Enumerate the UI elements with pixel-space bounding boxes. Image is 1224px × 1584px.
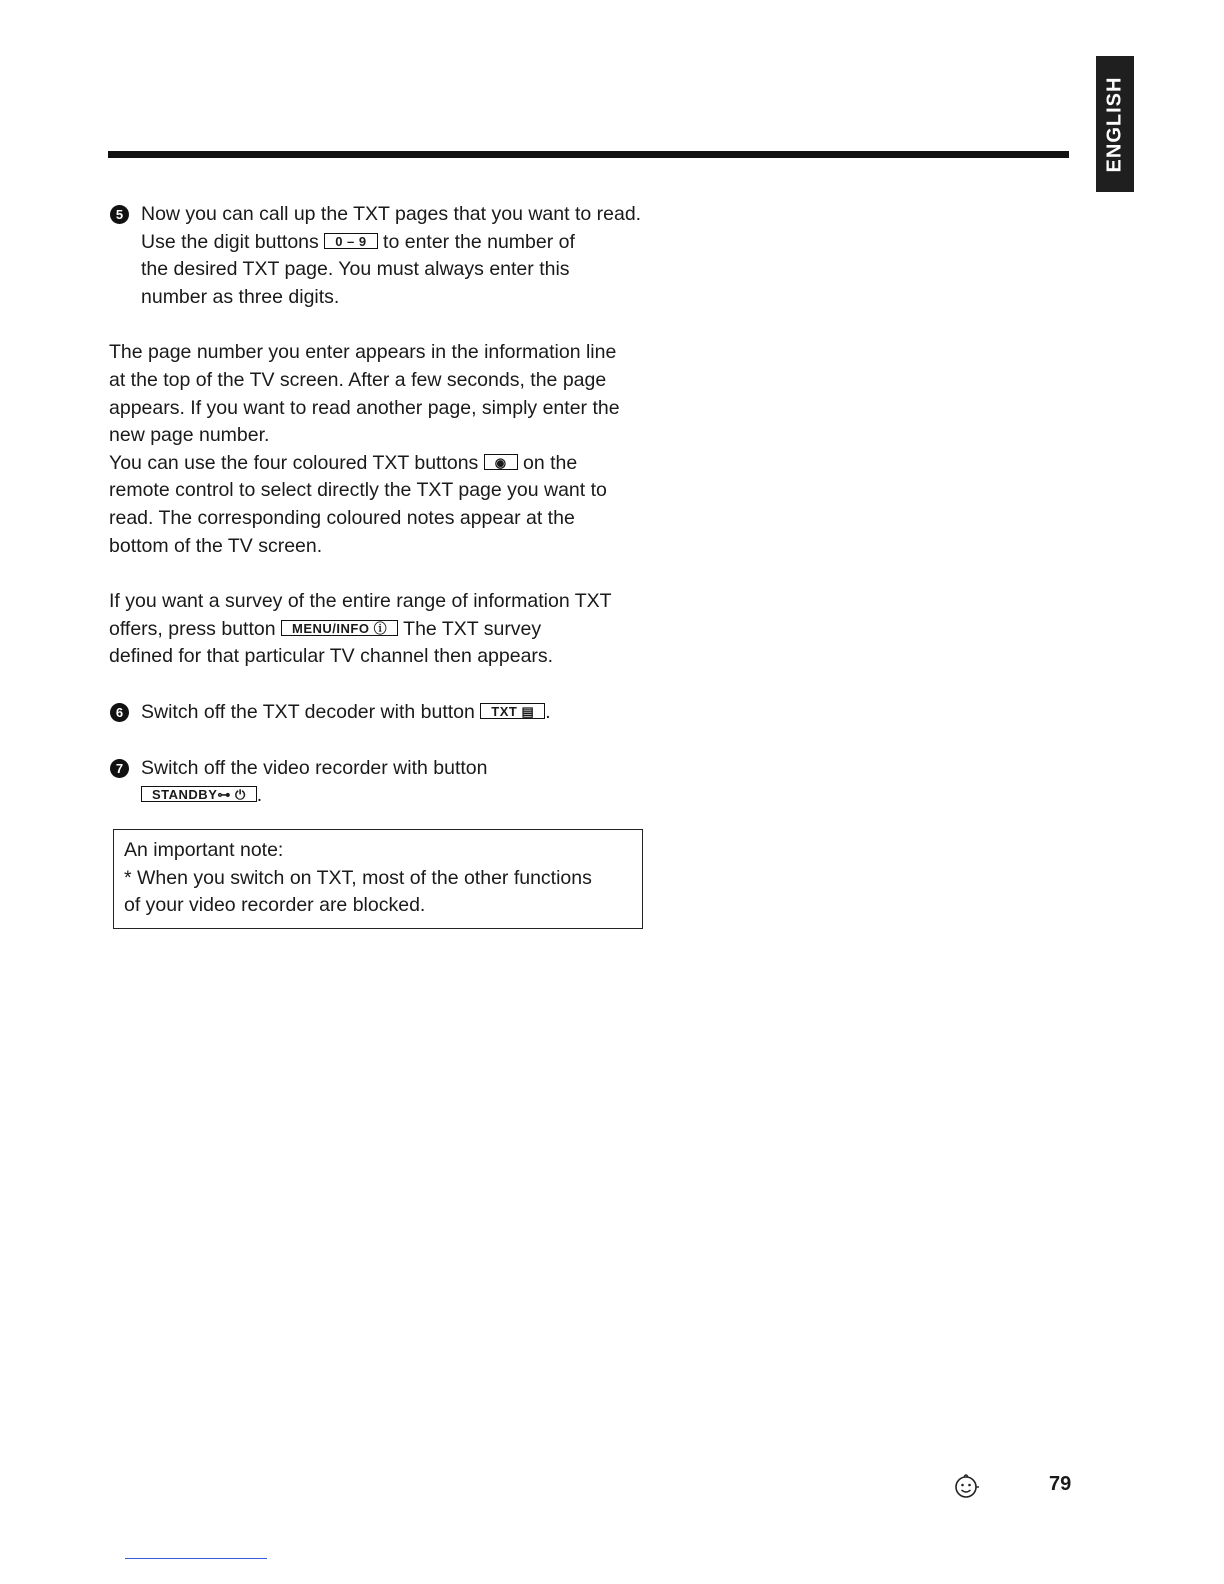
colour-key-label [484, 454, 518, 470]
para1-line5 [109, 450, 649, 478]
step-number-icon: 6 [110, 703, 129, 722]
step5-line2 [141, 229, 649, 257]
para1-line1: The page number you enter appears in the information line [109, 341, 617, 364]
step-5 [109, 201, 649, 311]
main-text [109, 201, 649, 810]
colour-button-icon: ◉ [494, 454, 507, 470]
note-line2: of your video recorder are blocked. [124, 894, 426, 917]
menu-info-key-label [281, 620, 398, 636]
paragraph-page-number [109, 339, 649, 560]
step7-text-after: . [256, 784, 263, 807]
note-line1: * When you switch on TXT, most of the other functions [124, 866, 592, 889]
para1-line4: new page number. [109, 424, 270, 447]
para1-line8: bottom of the TV screen. [109, 534, 323, 557]
step6-text-after: . [545, 700, 551, 723]
txt-key-label [480, 703, 545, 719]
step5-line1: Now you can call up the TXT pages that you want to read. [141, 203, 642, 225]
teletext-icon: ▤ [521, 703, 535, 719]
txt-key-text: TXT [491, 703, 518, 719]
para1-line2: at the top of the TV screen. After a few seconds, the page [109, 368, 607, 391]
step-7 [109, 755, 649, 810]
para1-line3: appears. If you want to read another page, simply enter the [109, 396, 620, 419]
step7-line2 [141, 782, 649, 810]
step-6 [109, 699, 649, 727]
para1-line6: remote control to select directly the TXT page you want to [109, 479, 607, 502]
language-tab-label: ENGLISH [1103, 76, 1126, 172]
para1-line7: read. The corresponding coloured notes appear at the [109, 506, 575, 529]
page-number: 79 [1049, 1473, 1072, 1495]
para2-line2-after: The TXT survey [398, 617, 542, 640]
language-tab [1096, 56, 1134, 192]
para2-line2-before: offers, press button [109, 617, 281, 640]
important-note-box [113, 829, 643, 929]
info-icon: ⓘ [373, 620, 388, 636]
footer-divider [125, 1558, 267, 1559]
step-number-icon: 7 [110, 759, 129, 778]
standby-key-label [141, 786, 257, 802]
standby-icon: ⊶ ⏻ [217, 787, 246, 803]
step6-text: Switch off the TXT decoder with button [141, 700, 481, 723]
paragraph-survey [109, 588, 649, 671]
step5-line3: the desired TXT page. You must always enter this [141, 258, 570, 281]
header-rule [108, 151, 1069, 158]
note-title: An important note: [124, 839, 284, 861]
para1-line5-before: You can use the four coloured TXT buttons [109, 451, 484, 474]
step7-line1: Switch off the video recorder with button [141, 756, 488, 779]
step5-line4: number as three digits. [141, 285, 340, 308]
para2-line1: If you want a survey of the entire range of information TXT [109, 590, 612, 613]
step6-line1 [141, 699, 649, 727]
step-number-icon: 5 [110, 205, 129, 224]
para1-line5-after: on the [517, 451, 578, 474]
smiley-icon [951, 1471, 981, 1501]
menu-info-key-text: MENU/INFO [292, 620, 370, 636]
para2-line3: defined for that particular TV channel then appears. [109, 645, 554, 668]
para2-line2 [109, 616, 649, 644]
step5-line2-before: Use the digit buttons [141, 230, 325, 253]
digit-key-label: 0 – 9 [324, 233, 377, 249]
standby-key-text: STANDBY [152, 787, 218, 803]
step5-line2-after: to enter the number of [377, 230, 575, 253]
